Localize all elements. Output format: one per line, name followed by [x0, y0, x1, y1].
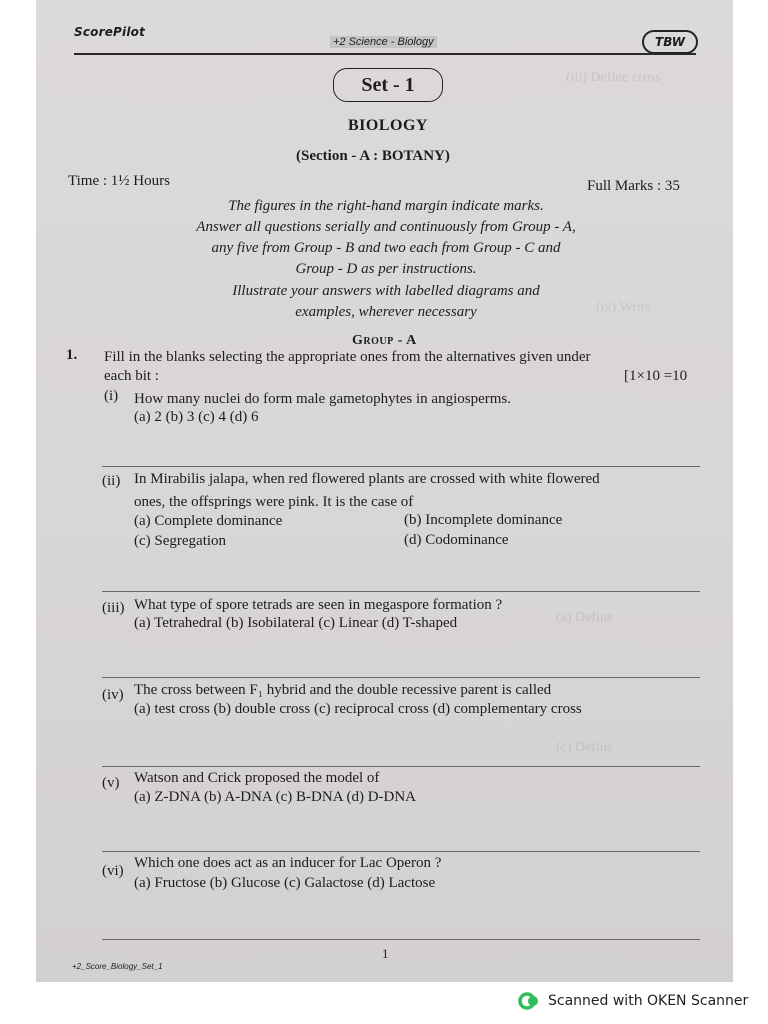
bit-options: (a) Tetrahedral (b) Isobilateral (c) Linear (d) T-shaped [134, 615, 458, 631]
answer-line [102, 939, 700, 940]
bit-question: Watson and Crick proposed the model of [134, 770, 380, 786]
option-c: (c) Segregation [134, 533, 227, 549]
time-allowed: Time : 1½ Hours [68, 173, 170, 189]
bit-question: The cross between F₁ hybrid and the double recessive parent is called [134, 682, 552, 698]
bit-label: (iii) [102, 600, 125, 616]
publisher-logo: ScorePilot [74, 25, 146, 39]
bit-options: (a) Z-DNA (b) A-DNA (c) B-DNA (d) D-DNA [134, 789, 417, 805]
instruction-line: The figures in the right-hand margin indicate marks. [228, 198, 544, 214]
group-heading: Group - A [352, 333, 417, 348]
bit-question-cont: ones, the offsprings were pink. It is the case of [134, 494, 414, 510]
bit-label: (ii) [102, 473, 121, 489]
question-prompt-cont: each bit : [104, 368, 159, 384]
bit-label: (v) [102, 775, 120, 791]
course-label: +2 Science - Biology [330, 36, 437, 48]
question-number: 1. [66, 347, 78, 363]
instruction-line: Illustrate your answers with labelled diagrams and [232, 283, 540, 299]
bit-label: (i) [104, 388, 119, 404]
bit-question: Which one does act as an inducer for Lac Operon ? [134, 855, 442, 871]
scanner-watermark [518, 990, 748, 1012]
answer-line [102, 851, 700, 852]
bit-question: In Mirabilis jalapa, when red flowered plants are crossed with white flowered [134, 471, 600, 487]
instruction-line: any five from Group - B and two each from Group - C and [211, 240, 561, 256]
header-divider [74, 53, 696, 55]
bleed-through-text: (a) Define [556, 610, 614, 625]
scanner-watermark-text: Scanned with OKEN Scanner [548, 993, 749, 1009]
option-a: (a) Complete dominance [134, 513, 283, 529]
question-prompt: Fill in the blanks selecting the appropriate ones from the alternatives given under [104, 349, 591, 365]
set-label: Set - 1 [333, 68, 443, 102]
answer-line [102, 766, 700, 767]
bit-label: (iv) [102, 687, 124, 703]
instruction-line: examples, wherever necessary [295, 304, 477, 320]
bit-question: What type of spore tetrads are seen in megaspore formation ? [134, 597, 503, 613]
option-b: (b) Incomplete dominance [404, 512, 563, 528]
page-number: 1 [382, 946, 389, 961]
bit-options: (a) Fructose (b) Glucose (c) Galactose (d) Lactose [134, 875, 436, 891]
section-title: (Section - A : BOTANY) [296, 148, 450, 164]
bit-options: (a) test cross (b) double cross (c) reciprocal cross (d) complementary cross [134, 701, 582, 717]
bit-question: How many nuclei do form male gametophytes in angiosperms. [134, 391, 511, 407]
bit-options: (a) 2 (b) 3 (c) 4 (d) 6 [134, 409, 259, 425]
instruction-line: Answer all questions serially and continuously from Group - A, [196, 219, 576, 235]
bleed-through-text: (iii) Define cross [566, 70, 661, 85]
subject-title: BIOLOGY [348, 117, 428, 134]
bit-label: (vi) [102, 863, 124, 879]
exam-page [36, 0, 733, 982]
answer-line [102, 677, 700, 678]
bleed-through-text: (ix) Write [596, 300, 651, 315]
answer-line [102, 466, 700, 467]
option-d: (d) Codominance [404, 532, 509, 548]
publisher-badge: TBW [642, 30, 698, 54]
question-marks: [1×10 =10 [624, 368, 688, 384]
answer-line [102, 591, 700, 592]
oken-scanner-logo-icon [518, 990, 540, 1012]
file-tag: +2_Score_Biology_Set_1 [72, 962, 163, 971]
full-marks: Full Marks : 35 [587, 178, 680, 194]
bleed-through-text: (c) Define [556, 740, 614, 755]
instruction-line: Group - D as per instructions. [295, 261, 477, 277]
